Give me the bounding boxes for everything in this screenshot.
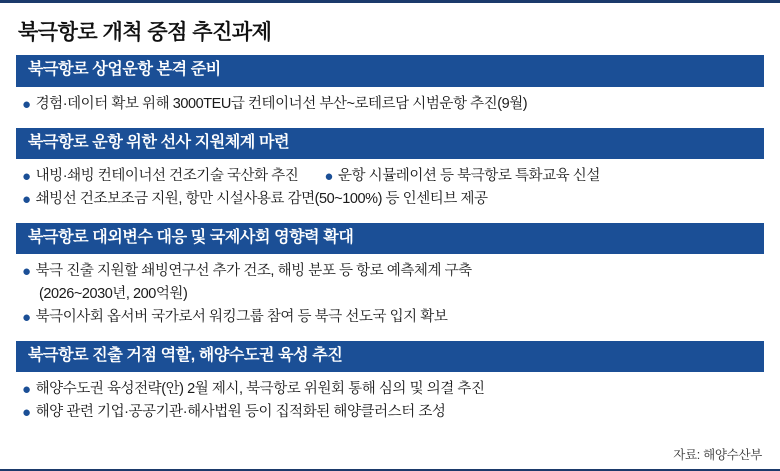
section-4 bbox=[16, 341, 764, 429]
section-1 bbox=[16, 55, 764, 120]
bullet-dot-icon: ● bbox=[22, 404, 31, 422]
bullet-dot-icon: ● bbox=[22, 191, 31, 208]
bullet-item bbox=[22, 261, 472, 282]
bullet-text: 북극이사회 옵서버 국가로서 워킹그룹 참여 등 북극 선도국 입지 확보 bbox=[35, 308, 448, 325]
bullet-text: 북극 진출 지원할 쇄빙연구선 추가 건조, 해빙 분포 등 항로 예측체계 구축 bbox=[35, 263, 472, 280]
section-3-header: 북극항로 대외변수 대응 및 국제사회 영향력 확대 bbox=[16, 223, 764, 254]
bullet-text: 경험·데이터 확보 위해 3000TEU급 컨테이너선 부산~로테르담 시범운항 추진(9월) bbox=[35, 95, 528, 112]
section-2-header: 북극항로 운항 위한 선사 지원체계 마련 bbox=[16, 128, 764, 159]
section-3-body bbox=[16, 254, 764, 333]
bullet-text: 해양수도권 육성전략(안) 2월 제시, 북극항로 위원회 통해 심의 및 의결 추진 bbox=[35, 381, 485, 398]
bullet-item bbox=[22, 166, 298, 187]
bullet-text: 내빙·쇄빙 컨테이너선 건조기술 국산화 추진 bbox=[35, 167, 299, 184]
source-note: 자료: 해양수산부 bbox=[673, 448, 762, 462]
bullet-row bbox=[22, 402, 760, 423]
section-1-body bbox=[16, 87, 764, 121]
bullet-text: 해양 관련 기업·공공기관·해사법원 등이 집적화된 해양클러스터 조성 bbox=[35, 404, 446, 421]
bullet-item bbox=[22, 379, 485, 400]
bullet-row bbox=[22, 166, 760, 187]
bullet-dot-icon: ● bbox=[324, 167, 333, 185]
bullet-dot-icon: ● bbox=[22, 95, 31, 113]
bullet-item bbox=[324, 166, 600, 187]
section-4-body bbox=[16, 372, 764, 429]
page-title: 북극항로 개척 중점 추진과제 bbox=[18, 21, 272, 44]
bullet-row bbox=[22, 261, 760, 282]
top-divider bbox=[0, 0, 780, 3]
bullet-row bbox=[22, 307, 760, 328]
section-4-header: 북극항로 진출 거점 역할, 해양수도권 육성 추진 bbox=[16, 341, 764, 372]
bullet-text: 쇄빙선 건조보조금 지원, 항만 시설사용료 감면(50~100%) 등 인센티브 제공 bbox=[35, 191, 488, 207]
bullet-subtext: (2026~2030년, 200억원) bbox=[39, 286, 188, 303]
section-2 bbox=[16, 128, 764, 216]
bullet-item bbox=[22, 189, 488, 210]
bullet-row bbox=[22, 379, 760, 400]
bullet-text: 운항 시뮬레이션 등 북극항로 특화교육 신설 bbox=[337, 167, 600, 184]
bullet-item bbox=[22, 307, 447, 328]
bullet-row bbox=[22, 94, 760, 115]
section-2-body bbox=[16, 159, 764, 216]
bullet-dot-icon: ● bbox=[22, 263, 31, 281]
bullet-item bbox=[22, 402, 445, 423]
bullet-dot-icon: ● bbox=[22, 167, 31, 185]
section-1-header: 북극항로 상업운항 본격 준비 bbox=[16, 55, 764, 86]
bullet-dot-icon: ● bbox=[22, 308, 31, 326]
bullet-row bbox=[22, 189, 760, 210]
section-3 bbox=[16, 223, 764, 334]
bullet-item bbox=[22, 94, 527, 115]
bullet-dot-icon: ● bbox=[22, 381, 31, 399]
